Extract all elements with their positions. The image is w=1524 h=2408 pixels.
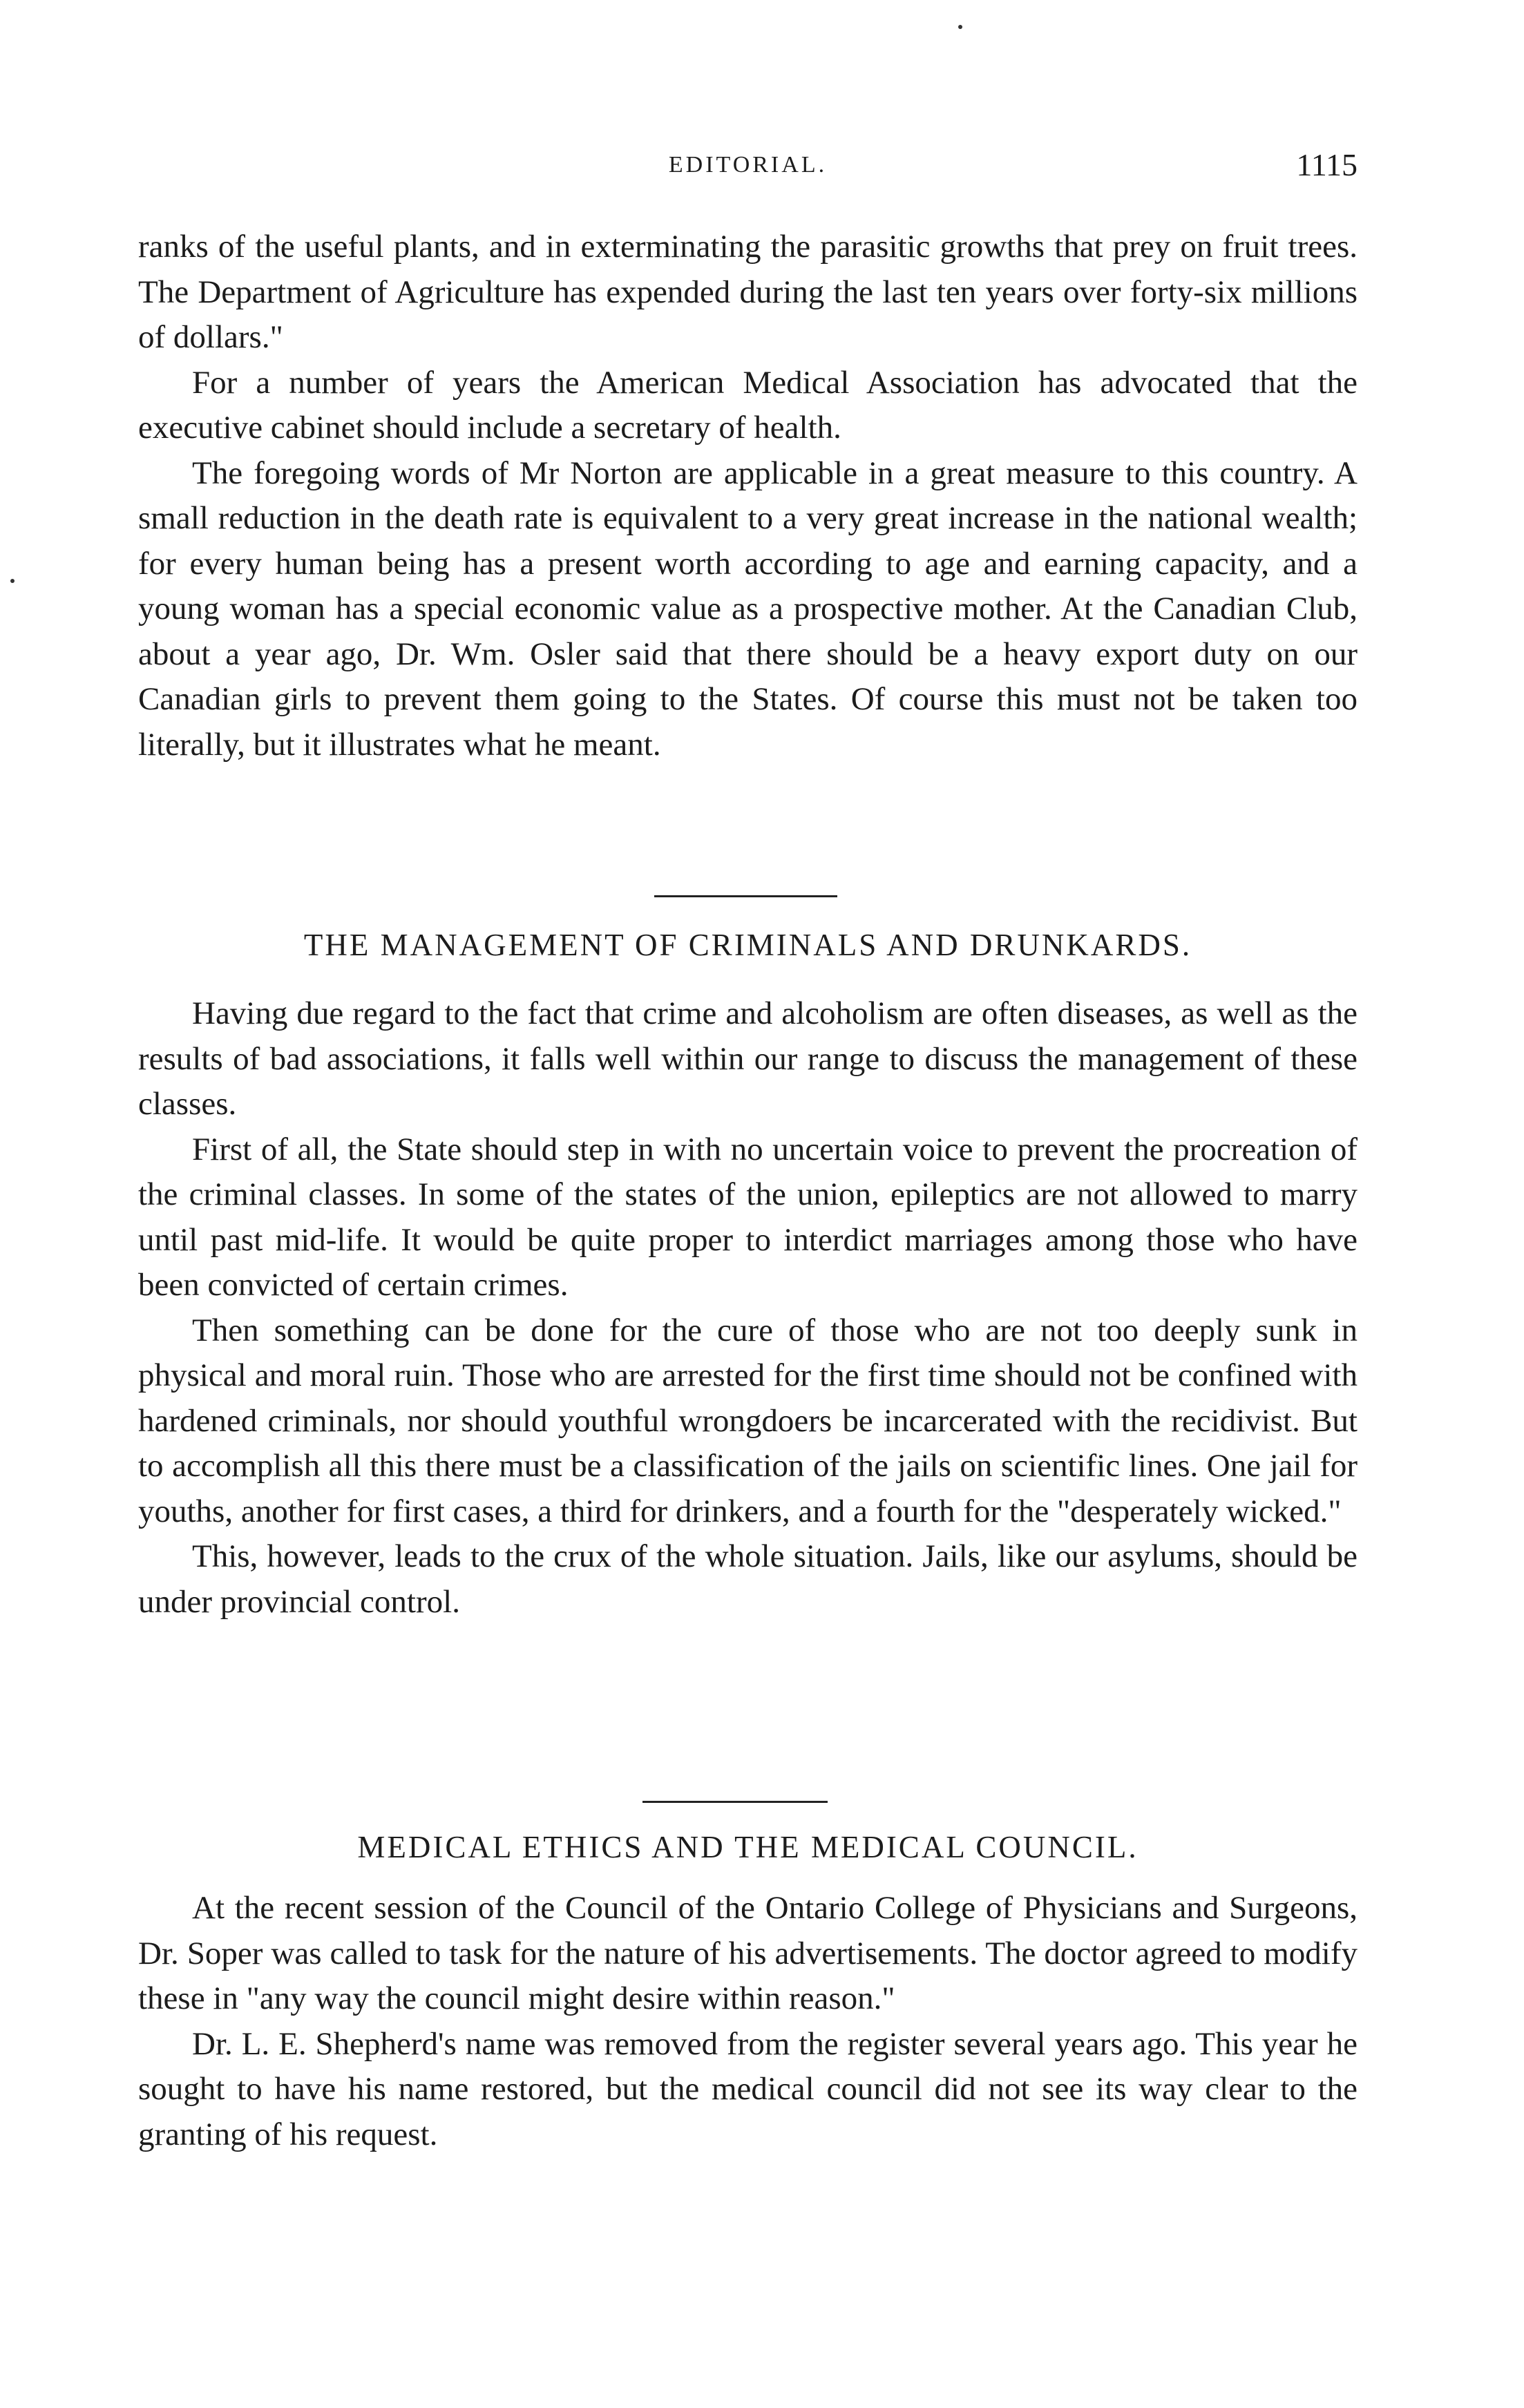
- section-heading: THE MANAGEMENT OF CRIMINALS AND DRUNKARDS.: [303, 928, 1192, 962]
- paragraph: For a number of years the American Medical Association has advocated that the executive cabinet should include a secretary of health.: [138, 364, 1358, 446]
- section-criminals-body: [138, 991, 1358, 1625]
- section-ethics-body: [138, 1886, 1358, 2157]
- paragraph: This, however, leads to the crux of the whole situation. Jails, like our asylums, should be under provincial control.: [138, 1538, 1358, 1620]
- paragraph: ranks of the useful plants, and in exterminating the parasitic growths that prey on fruit trees. The Department of Agriculture has expended during the last ten years over forty-six millions of dollars.": [138, 229, 1358, 355]
- paragraph: Having due regard to the fact that crime and alcoholism are often diseases, as well as the results of bad associations, it falls well within our range to discuss the management of these classes.: [138, 995, 1358, 1122]
- paragraph: Then something can be done for the cure of those who are not too deeply sunk in physical and moral ruin. Those who are arrested for the first time should not be confined with hardened criminals, nor should youthful wrongdoers be incarcerated with the recidivist. But to accomplish all this there must be a classification of the jails on scientific lines. One jail for youths, another for first cases, a third for drinkers, and a fourth for the "desperately wicked.": [138, 1312, 1358, 1529]
- print-speck: [958, 25, 962, 29]
- section-ethics: [138, 1829, 1358, 1865]
- paragraph: At the recent session of the Council of the Ontario College of Physicians and Surgeons, Dr. Soper was called to task for the nature of his advertisements. The doctor agreed to modify these in "any way the council might desire within reason.": [138, 1890, 1358, 2016]
- section-divider: [642, 1801, 828, 1803]
- section-heading: MEDICAL ETHICS AND THE MEDICAL COUNCIL.: [357, 1830, 1139, 1864]
- intro-text: [138, 224, 1358, 767]
- paragraph: First of all, the State should step in with no uncertain voice to prevent the procreation of the criminal classes. In some of the states of the union, epileptics are not allowed to marry until past mid-life. It would be quite proper to interdict marriages among those who have been convicted of certain crimes.: [138, 1131, 1358, 1303]
- paragraph: Dr. L. E. Shepherd's name was removed from the register several years ago. This year he sought to have his name restored, but the medical council did not see its way clear to the granting of his request.: [138, 2025, 1358, 2152]
- paragraph: The foregoing words of Mr Norton are applicable in a great measure to this country. A small reduction in the death rate is equivalent to a very great increase in the national wealth; for every human being has a present worth according to age and earning capacity, and a young woman has a special economic value as a prospective mother. At the Canadian Club, about a year ago, Dr. Wm. Osler said that there should be a heavy export duty on our Canadian girls to prevent them going to the States. Of course this must not be taken too literally, but it illustrates what he meant.: [138, 455, 1358, 763]
- page-number: 1115: [1296, 147, 1358, 182]
- running-title: EDITORIAL.: [668, 152, 828, 178]
- running-header: [138, 146, 1358, 188]
- print-speck: [10, 579, 15, 583]
- document-page: [138, 0, 1358, 2408]
- section-divider: [654, 895, 837, 897]
- section-criminals: [138, 927, 1358, 963]
